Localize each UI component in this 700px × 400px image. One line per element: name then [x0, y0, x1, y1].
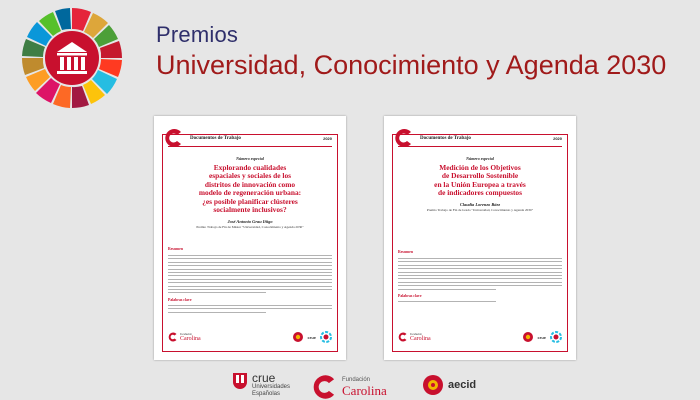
header-title-block: [156, 22, 666, 81]
document-title: Medición de los Objetivos de Desarrollo Sostenible en la Unión Europea a través de indicadores compuestos: [434, 163, 526, 198]
aecid-emblem-icon: [422, 374, 444, 396]
crue-mark-icon: [232, 372, 248, 390]
sponsor-logos: [0, 372, 700, 400]
abstract-heading: Resumen: [168, 247, 183, 251]
document-award-subtitle: Premio Trabajo de Fin de Grado "Universidad, Conocimiento y Agenda 2030": [426, 208, 534, 212]
document-author: Claudia Lorenzo Báez: [459, 202, 501, 207]
carolina-c-icon: [312, 374, 338, 400]
keywords-heading: Palabras clave: [168, 298, 192, 302]
document-special-label: Número especial: [466, 156, 494, 161]
crue-logo[interactable]: crue Universidades Españolas: [232, 372, 290, 398]
aecid-logo[interactable]: aecid: [422, 374, 476, 396]
document-cover-2[interactable]: [384, 116, 576, 360]
carolina-c-icon: [398, 332, 408, 342]
document-footer: Fundación Carolina crue: [168, 328, 332, 346]
sdg-wheel-icon: [550, 331, 562, 343]
carolina-c-icon: [168, 332, 178, 342]
title-award-name: Universidad, Conocimiento y Agenda 2030: [156, 50, 667, 80]
aecid-icon: [522, 331, 534, 343]
document-number: 2020: [553, 136, 562, 141]
document-divider: [398, 146, 562, 147]
title-premios: Premios: [156, 22, 239, 47]
document-divider: [168, 146, 332, 147]
keywords-text-lines: [398, 301, 562, 304]
document-title: Explorando cualidades espaciales y sociales de los distritos de innovación como modelo de regeneración urbana: ¿es posible planificar clústeres socialmente inclusivos?: [198, 163, 302, 215]
document-author: José Antonio Grau Iñigo: [227, 219, 273, 224]
carolina-c-icon: [394, 128, 414, 148]
crue-label: crue: [307, 334, 316, 340]
keywords-text-lines: [168, 305, 332, 315]
document-special-label: Número especial: [236, 156, 264, 161]
carolina-c-icon: [164, 128, 184, 148]
abstract-text-lines: [168, 255, 332, 296]
keywords-heading: Palabras clave: [398, 294, 422, 298]
aecid-icon: [292, 331, 304, 343]
sdg-wheel-logo: [20, 6, 124, 110]
sdg-wheel-icon: [320, 331, 332, 343]
document-cover-1[interactable]: [154, 116, 346, 360]
document-footer: Fundación Carolina crue: [398, 328, 562, 346]
document-series: Documentos de Trabajo: [190, 136, 241, 141]
document-number: 2020: [323, 136, 332, 141]
abstract-heading: Resumen: [398, 250, 413, 254]
document-series: Documentos de Trabajo: [420, 136, 471, 141]
document-award-subtitle: Premio Trabajo de Fin de Máster "Universidad, Conocimiento y Agenda 2030": [196, 225, 304, 229]
fundacion-carolina-logo[interactable]: Fundación Carolina: [312, 374, 387, 400]
abstract-text-lines: [398, 258, 562, 292]
crue-label: crue: [537, 334, 546, 340]
